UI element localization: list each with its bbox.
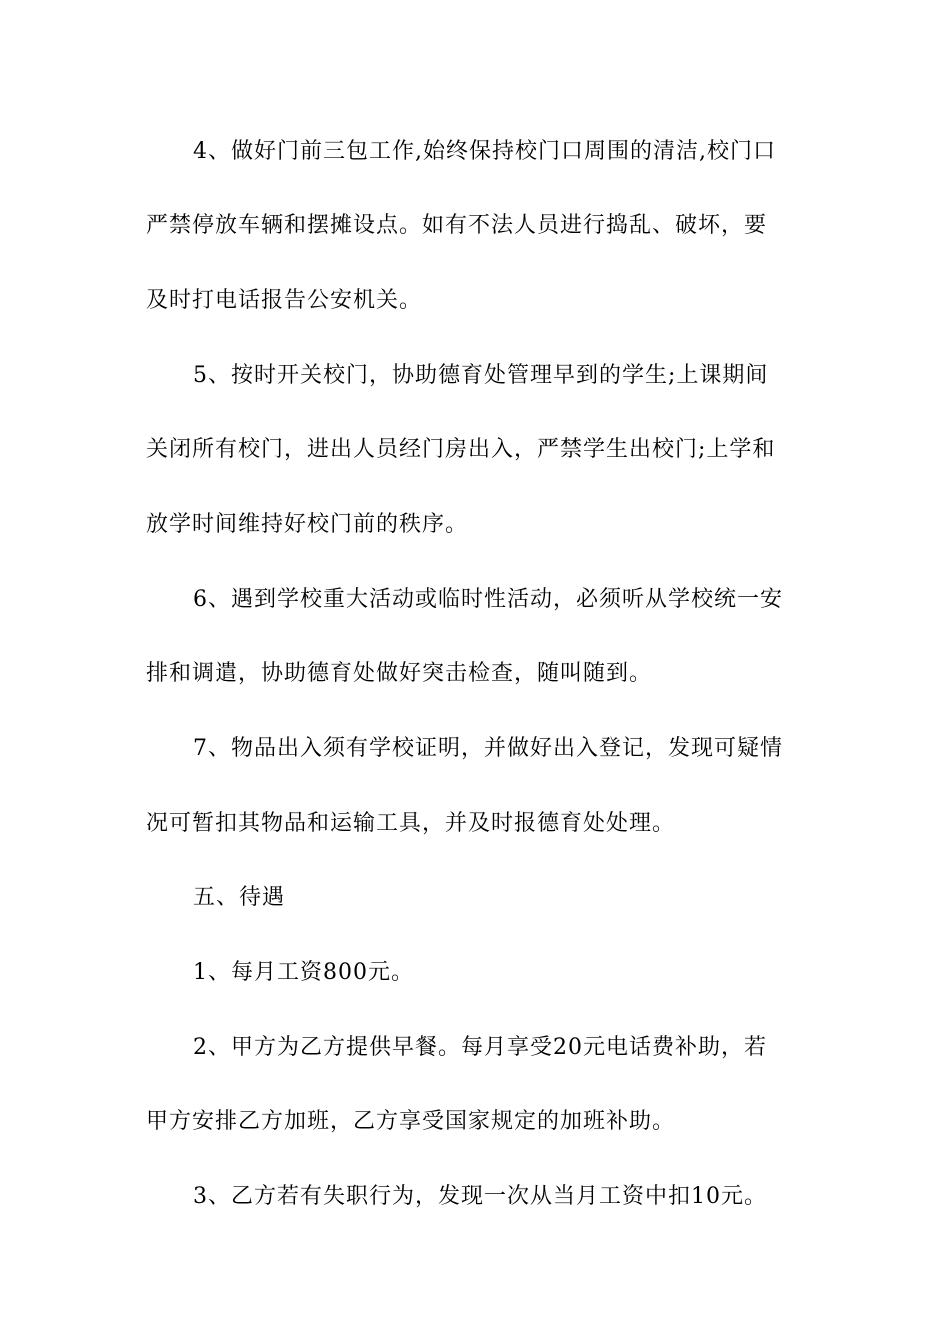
paragraph-6-line-1: 6、遇到学校重大活动或临时性活动，必须听从学校统一安 — [193, 587, 783, 612]
paragraph-5-line-1: 5、按时开关校门，协助德育处管理早到的学生;上课期间 — [193, 363, 769, 388]
paragraph-6-line-2: 排和调遣，协助德育处做好突击检查，随叫随到。 — [146, 661, 653, 686]
section-heading-treatment: 五、待遇 — [193, 885, 286, 910]
paragraph-4-line-1: 4、做好门前三包工作,始终保持校门口周围的清洁,校门口 — [193, 139, 776, 164]
paragraph-4-line-3: 及时打电话报告公安机关。 — [146, 288, 423, 313]
treatment-item-3: 3、乙方若有失职行为，发现一次从当月工资中扣10元。 — [193, 1184, 767, 1209]
paragraph-7-line-2: 况可暂扣其物品和运输工具，并及时报德育处处理。 — [146, 811, 676, 836]
treatment-item-2-line-2: 甲方安排乙方加班，乙方享受国家规定的加班补助。 — [146, 1109, 676, 1134]
paragraph-5-line-2: 关闭所有校门，进出人员经门房出入，严禁学生出校门;上学和 — [146, 437, 776, 462]
treatment-item-2-line-1: 2、甲方为乙方提供早餐。每月享受20元电话费补助，若 — [193, 1035, 767, 1060]
paragraph-7-line-1: 7、物品出入须有学校证明，并做好出入登记，发现可疑情 — [193, 736, 783, 761]
paragraph-4-line-2: 严禁停放车辆和摆摊设点。如有不法人员进行捣乱、破坏，要 — [146, 213, 768, 238]
treatment-item-1: 1、每月工资800元。 — [193, 960, 414, 985]
paragraph-5-line-3: 放学时间维持好校门前的秩序。 — [146, 512, 469, 537]
